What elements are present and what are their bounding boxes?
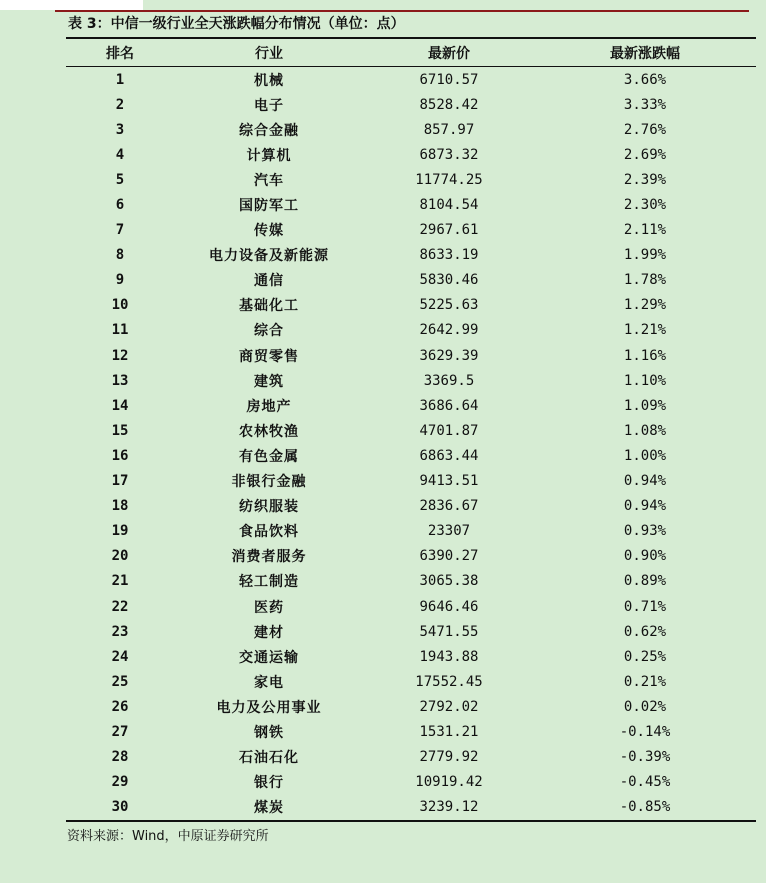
table-header-row — [66, 38, 756, 67]
cell-latest-price: 1531.21 — [419, 723, 479, 740]
table-row — [66, 619, 756, 644]
cell-latest-price: 5225.63 — [419, 297, 479, 314]
cell-rank: 20 — [111, 548, 129, 565]
cell-industry: 基础化工 — [239, 298, 299, 315]
cell-industry: 通信 — [254, 273, 284, 290]
table-row — [66, 443, 756, 468]
table-row — [66, 293, 756, 318]
cell-industry: 机械 — [254, 72, 284, 89]
cell-latest-change: 0.93% — [623, 523, 667, 540]
cell-industry: 汽车 — [254, 172, 284, 189]
cell-latest-change: 2.69% — [623, 146, 667, 163]
cell-latest-change: 1.29% — [623, 297, 667, 314]
cell-latest-price: 857.97 — [423, 121, 475, 138]
cell-industry: 交通运输 — [239, 649, 299, 666]
table-row — [66, 92, 756, 117]
cell-industry: 食品饮料 — [239, 524, 299, 541]
cell-latest-change: 3.33% — [623, 96, 667, 113]
cell-latest-change: 0.90% — [623, 548, 667, 565]
cell-rank: 14 — [111, 397, 129, 414]
cell-latest-change: 0.94% — [623, 498, 667, 515]
cell-rank: 2 — [115, 96, 125, 113]
table-row — [66, 192, 756, 217]
cell-latest-change: 1.00% — [623, 447, 667, 464]
cell-industry: 电子 — [254, 97, 284, 114]
cell-latest-price: 2792.02 — [419, 698, 479, 715]
cell-latest-price: 5830.46 — [419, 272, 479, 289]
cell-rank: 27 — [111, 723, 129, 740]
table-row — [66, 519, 756, 544]
cell-industry: 钢铁 — [254, 724, 284, 741]
cell-latest-price: 8104.54 — [419, 197, 479, 214]
table-caption: 表 3：中信一级行业全天涨跌幅分布情况（单位：点） — [68, 16, 405, 32]
cell-latest-change: 2.11% — [623, 222, 667, 239]
cell-rank: 21 — [111, 573, 129, 590]
cell-rank: 15 — [111, 422, 129, 439]
cell-industry: 商贸零售 — [239, 348, 299, 365]
header-latest-price: 最新价 — [364, 38, 534, 67]
cell-latest-price: 10919.42 — [415, 774, 483, 791]
cell-latest-price: 3686.64 — [419, 397, 479, 414]
cell-industry: 建筑 — [254, 373, 284, 390]
industry-performance-table — [66, 37, 756, 822]
cell-latest-price: 3369.5 — [423, 372, 475, 389]
cell-latest-price: 17552.45 — [415, 673, 483, 690]
table-row — [66, 343, 756, 368]
cell-rank: 12 — [111, 347, 129, 364]
cell-industry: 国防军工 — [239, 198, 299, 215]
table-row — [66, 669, 756, 694]
table-body — [66, 67, 756, 821]
cell-industry: 医药 — [254, 599, 284, 616]
cell-industry: 银行 — [254, 775, 284, 792]
cell-latest-change: 0.02% — [623, 698, 667, 715]
table-row — [66, 268, 756, 293]
source-note: 资料来源：Wind，中原证券研究所 — [67, 829, 269, 844]
cell-latest-change: -0.39% — [619, 749, 671, 766]
cell-industry: 综合 — [254, 323, 284, 340]
cell-rank: 22 — [111, 598, 129, 615]
cell-latest-change: 0.25% — [623, 648, 667, 665]
cell-latest-change: 1.78% — [623, 272, 667, 289]
cell-latest-change: 0.62% — [623, 623, 667, 640]
cell-latest-price: 6710.57 — [419, 71, 479, 88]
cell-rank: 26 — [111, 698, 129, 715]
cell-latest-price: 6863.44 — [419, 447, 479, 464]
cell-industry: 有色金属 — [239, 448, 299, 465]
cell-latest-price: 6390.27 — [419, 548, 479, 565]
cell-rank: 13 — [111, 372, 129, 389]
cell-latest-price: 9646.46 — [419, 598, 479, 615]
cell-latest-price: 11774.25 — [415, 171, 483, 188]
cell-latest-change: 1.16% — [623, 347, 667, 364]
cell-rank: 17 — [111, 473, 129, 490]
cell-latest-change: 0.71% — [623, 598, 667, 615]
cell-rank: 16 — [111, 447, 129, 464]
table-row — [66, 393, 756, 418]
cell-rank: 30 — [66, 795, 174, 821]
table-row — [66, 494, 756, 519]
cell-industry: 纺织服装 — [239, 499, 299, 516]
cell-rank: 10 — [111, 297, 129, 314]
cell-rank: 29 — [111, 774, 129, 791]
cell-rank: 11 — [111, 322, 129, 339]
cell-industry: 计算机 — [246, 147, 292, 164]
cell-rank: 1 — [115, 71, 125, 88]
cell-rank: 6 — [115, 197, 125, 214]
table-row — [66, 117, 756, 142]
cell-latest-price: 2642.99 — [419, 322, 479, 339]
cell-latest-change: 2.76% — [623, 121, 667, 138]
cell-latest-price: 8633.19 — [419, 247, 479, 264]
cell-latest-price: 3239.12 — [364, 795, 534, 821]
table-row — [66, 218, 756, 243]
cell-latest-price: 3629.39 — [419, 347, 479, 364]
table-row — [66, 719, 756, 744]
cell-latest-price: 8528.42 — [419, 96, 479, 113]
cell-latest-change: 0.89% — [623, 573, 667, 590]
table-row — [66, 795, 756, 821]
cell-industry: 消费者服务 — [231, 549, 307, 566]
table-row — [66, 544, 756, 569]
cell-latest-change: 0.21% — [623, 673, 667, 690]
table-row — [66, 418, 756, 443]
cell-industry: 轻工制造 — [239, 574, 299, 591]
cell-latest-change: 1.21% — [623, 322, 667, 339]
cell-rank: 19 — [111, 523, 129, 540]
header-latest-change: 最新涨跌幅 — [534, 38, 756, 67]
cell-latest-change: -0.14% — [619, 723, 671, 740]
cell-latest-price: 4701.87 — [419, 422, 479, 439]
cell-latest-change: 0.94% — [623, 473, 667, 490]
table-row — [66, 368, 756, 393]
cell-industry: 农林牧渔 — [239, 423, 299, 440]
cell-rank: 3 — [115, 121, 125, 138]
cell-industry: 电力设备及新能源 — [209, 248, 329, 265]
cell-latest-price: 2779.92 — [419, 749, 479, 766]
table-row — [66, 167, 756, 192]
cell-industry: 传媒 — [254, 223, 284, 240]
cell-rank: 24 — [111, 648, 129, 665]
cell-rank: 4 — [115, 146, 125, 163]
table-row — [66, 142, 756, 167]
cell-industry: 家电 — [254, 674, 284, 691]
cell-latest-price: 23307 — [427, 523, 471, 540]
cell-rank: 9 — [115, 272, 125, 289]
table-row — [66, 67, 756, 93]
top-rule — [55, 10, 749, 12]
table-row — [66, 644, 756, 669]
cell-latest-price: 2967.61 — [419, 222, 479, 239]
cell-latest-price: 1943.88 — [419, 648, 479, 665]
cell-latest-price: 2836.67 — [419, 498, 479, 515]
cell-latest-change: -0.45% — [619, 774, 671, 791]
cell-industry: 房地产 — [246, 398, 292, 415]
cell-latest-change: 1.08% — [623, 422, 667, 439]
cell-industry: 电力及公用事业 — [216, 699, 322, 716]
cell-industry: 综合金融 — [239, 122, 299, 139]
cell-rank: 5 — [115, 171, 125, 188]
cell-rank: 8 — [115, 247, 125, 264]
cell-latest-price: 3065.38 — [419, 573, 479, 590]
cell-rank: 28 — [111, 749, 129, 766]
header-industry: 行业 — [174, 38, 364, 67]
cell-latest-change: 2.39% — [623, 171, 667, 188]
cell-latest-price: 5471.55 — [419, 623, 479, 640]
header-rank: 排名 — [66, 38, 174, 67]
cell-latest-change: 1.09% — [623, 397, 667, 414]
cell-latest-change: 2.30% — [623, 197, 667, 214]
cell-rank: 23 — [111, 623, 129, 640]
top-white-strip — [0, 0, 143, 10]
table-row — [66, 243, 756, 268]
cell-rank: 18 — [111, 498, 129, 515]
cell-rank: 7 — [115, 222, 125, 239]
table-row — [66, 594, 756, 619]
cell-latest-price: 6873.32 — [419, 146, 479, 163]
cell-latest-change: 1.99% — [623, 247, 667, 264]
cell-latest-change: -0.85% — [534, 795, 756, 821]
table-row — [66, 318, 756, 343]
cell-latest-change: 3.66% — [623, 71, 667, 88]
cell-latest-change: 1.10% — [623, 372, 667, 389]
table-row — [66, 694, 756, 719]
cell-industry: 石油石化 — [239, 750, 299, 767]
cell-rank: 25 — [111, 673, 129, 690]
cell-industry: 煤炭 — [174, 795, 364, 821]
cell-industry: 建材 — [254, 624, 284, 641]
cell-industry: 非银行金融 — [231, 474, 307, 491]
table-row — [66, 745, 756, 770]
table-row — [66, 469, 756, 494]
cell-latest-price: 9413.51 — [419, 473, 479, 490]
table-row — [66, 569, 756, 594]
table-row — [66, 770, 756, 795]
